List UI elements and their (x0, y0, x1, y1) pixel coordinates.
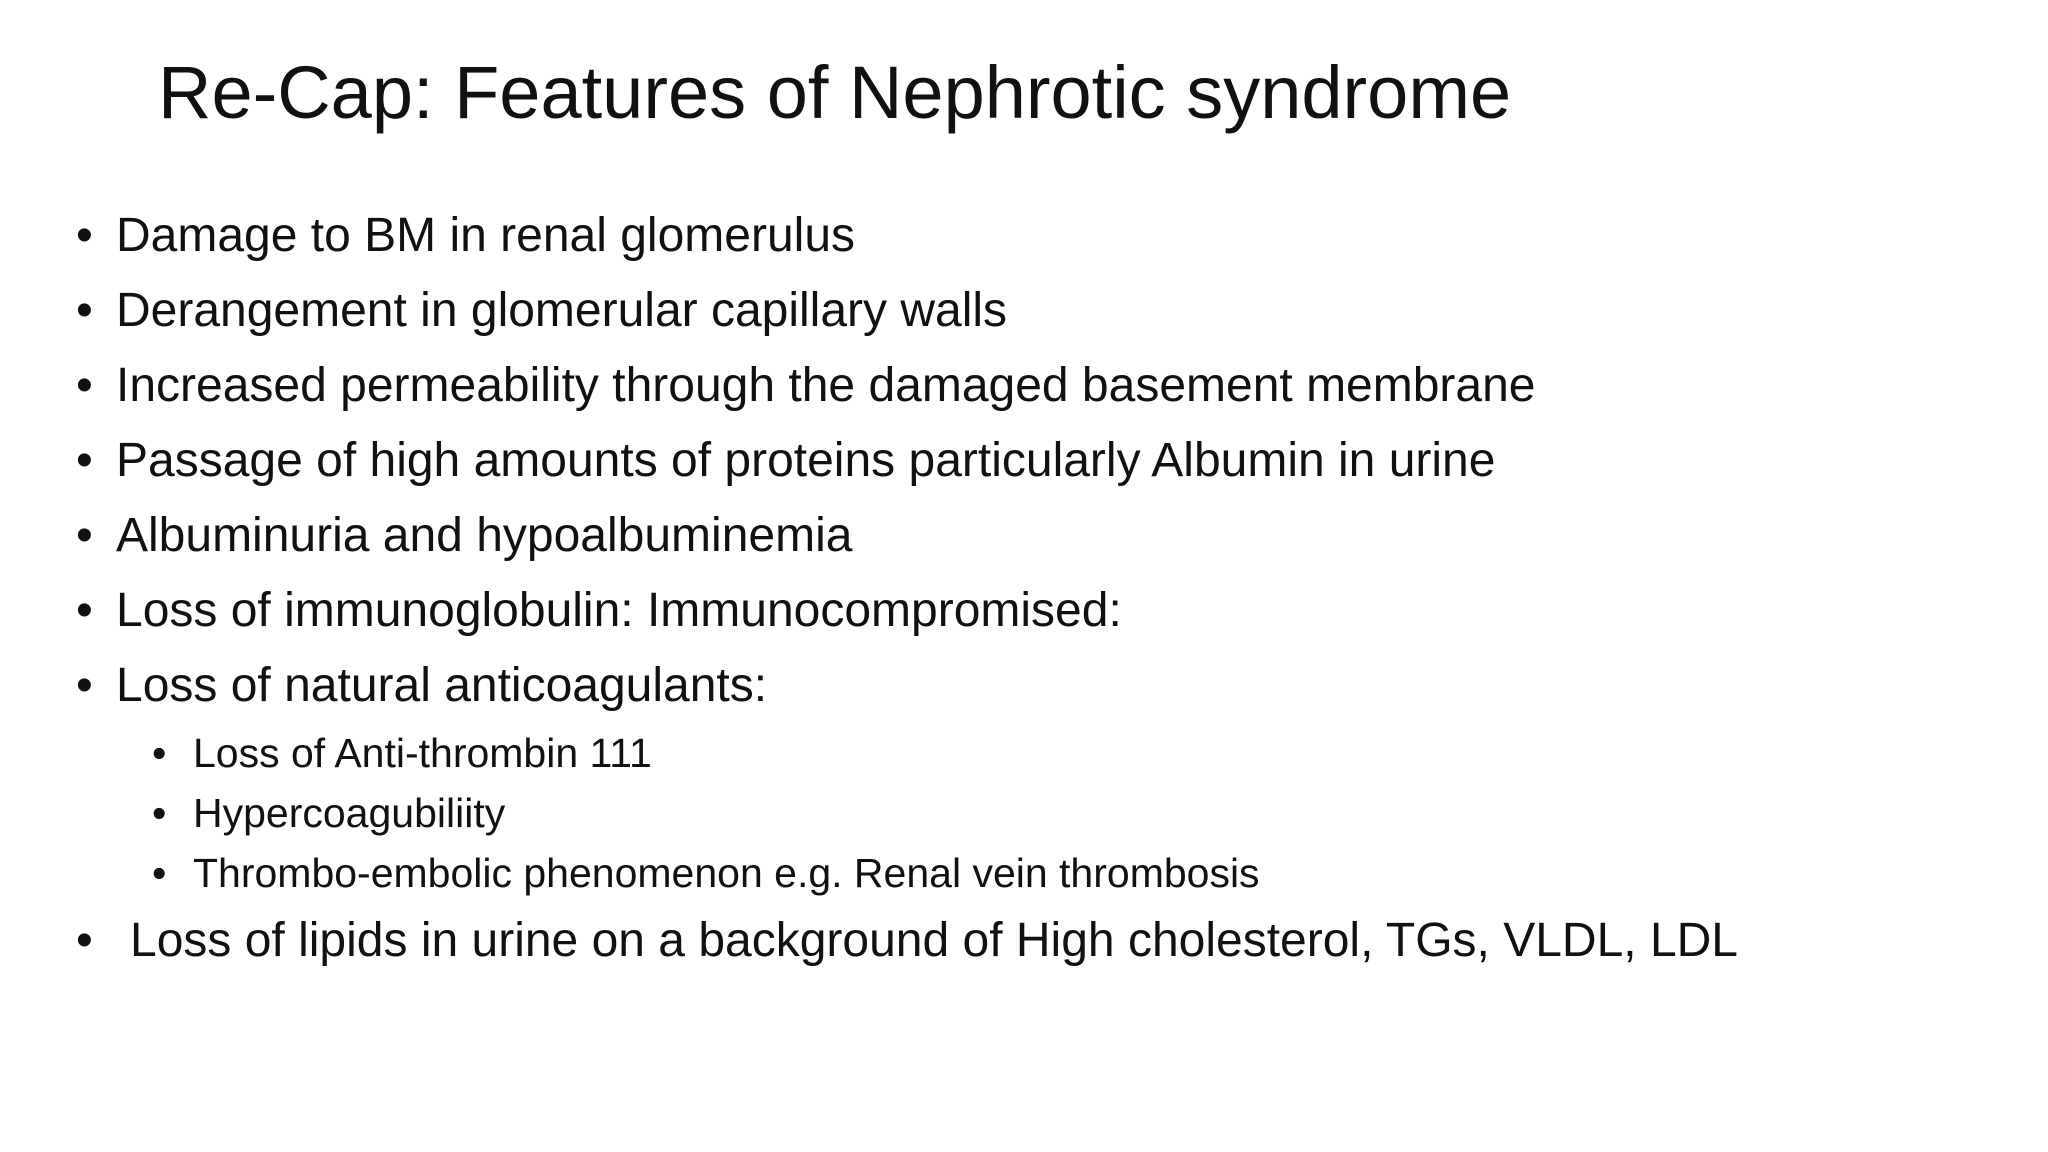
list-item (72, 903, 2012, 978)
sub-list-item-text: Hypercoagubiliity (193, 790, 506, 836)
list-item-text: Loss of natural anticoagulants: (116, 659, 768, 712)
bullet-icon: • (152, 850, 167, 896)
sub-list-item (72, 723, 2012, 783)
sub-list-item (72, 783, 2012, 843)
list-item-text: Derangement in glomerular capillary walls (116, 284, 1008, 337)
list-item-text: Loss of lipids in urine on a background of High cholesterol, TGs, VLDL, LDL (130, 914, 1738, 967)
list-item (72, 198, 2012, 273)
list-item-text: Increased permeability through the damaged basement membrane (116, 359, 1536, 412)
list-item (72, 573, 2012, 648)
bullet-icon: • (76, 359, 93, 412)
list-item-text: Loss of immunoglobulin: Immunocompromised: (116, 584, 1122, 637)
bullet-icon: • (76, 584, 93, 637)
list-item (72, 423, 2012, 498)
bullet-icon: • (76, 914, 93, 967)
list-item (72, 273, 2012, 348)
list-item (72, 648, 2012, 723)
bullet-icon: • (76, 284, 93, 337)
sub-list-item-text: Loss of Anti-thrombin 111 (193, 730, 652, 776)
list-item-text: Damage to BM in renal glomerulus (116, 209, 856, 262)
bullet-icon: • (76, 434, 93, 487)
bullet-icon: • (152, 730, 167, 776)
sub-list-item (72, 843, 2012, 903)
list-item-text: Albuminuria and hypoalbuminemia (116, 509, 853, 562)
bullet-icon: • (76, 509, 93, 562)
list-item-text: Passage of high amounts of proteins particularly Albumin in urine (116, 434, 1496, 487)
list-item (72, 348, 2012, 423)
bullet-list (72, 198, 2012, 978)
bullet-icon: • (152, 790, 167, 836)
bullet-icon: • (76, 209, 93, 262)
bullet-icon: • (76, 659, 93, 712)
list-item (72, 498, 2012, 573)
sub-list-item-text: Thrombo-embolic phenomenon e.g. Renal vein thrombosis (193, 850, 1260, 896)
slide-title: Re-Cap: Features of Nephrotic syndrome (158, 51, 1512, 134)
